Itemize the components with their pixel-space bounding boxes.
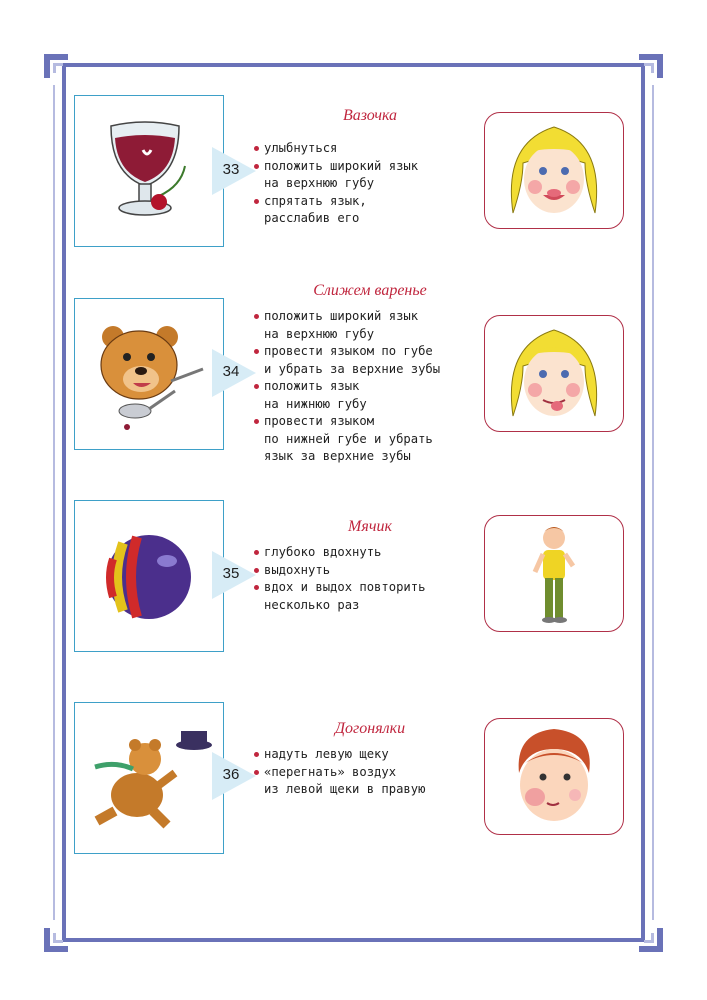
exercise-steps <box>254 308 482 466</box>
exercise-steps <box>254 140 482 228</box>
step-item: положить широкий язык на верхнюю губу <box>254 308 482 343</box>
exercise-title: Догонялки <box>334 720 406 737</box>
page-frame-inner-left <box>53 85 55 920</box>
ball-icon <box>74 500 224 652</box>
step-item: провести языком по губе и убрать за верхние зубы <box>254 343 482 378</box>
girl-face-icon <box>484 315 624 432</box>
exercise-number-badge <box>206 547 258 603</box>
boy-puffed-cheek-icon <box>484 718 624 835</box>
page-frame-bottom <box>62 938 645 942</box>
page-frame-top <box>62 63 645 67</box>
corner-ornament-icon <box>42 926 70 954</box>
corner-ornament-icon <box>637 52 665 80</box>
running-bear-icon <box>74 702 224 854</box>
step-item: выдохнуть <box>254 562 482 580</box>
exercise-title: Мячик <box>348 518 392 535</box>
page-frame-left <box>62 63 66 942</box>
exercise-number: 34 <box>222 363 240 380</box>
exercise-number-badge <box>206 345 258 401</box>
step-item: положить язык на нижнюю губу <box>254 378 482 413</box>
step-item: надуть левую щеку <box>254 746 482 764</box>
page-frame-right <box>641 63 645 942</box>
step-item: вдох и выдох повторить несколько раз <box>254 579 482 614</box>
step-item: провести языком по нижней губе и убрать язык за верхние зубы <box>254 413 482 466</box>
step-item: спрятать язык, расслабив его <box>254 193 482 228</box>
exercise-number: 33 <box>222 161 240 178</box>
exercise-number-badge <box>206 748 258 804</box>
step-item: положить широкий язык на верхнюю губу <box>254 158 482 193</box>
girl-face-icon <box>484 112 624 229</box>
page-frame-inner-right <box>652 85 654 920</box>
exercise-steps <box>254 544 482 614</box>
exercise-number: 36 <box>222 766 240 783</box>
corner-ornament-icon <box>42 52 70 80</box>
exercise-number: 35 <box>222 565 240 582</box>
step-item: глубоко вдохнуть <box>254 544 482 562</box>
step-item: «перегнать» воздух из левой щеки в правую <box>254 764 482 799</box>
vase-icon <box>74 95 224 247</box>
bear-with-spoon-icon <box>74 298 224 450</box>
exercise-steps <box>254 746 482 799</box>
exercise-title: Слижем варенье <box>313 282 427 299</box>
step-item: улыбнуться <box>254 140 482 158</box>
exercise-number-badge <box>206 143 258 199</box>
boy-standing-icon <box>484 515 624 632</box>
exercise-title: Вазочка <box>342 107 398 124</box>
corner-ornament-icon <box>637 926 665 954</box>
